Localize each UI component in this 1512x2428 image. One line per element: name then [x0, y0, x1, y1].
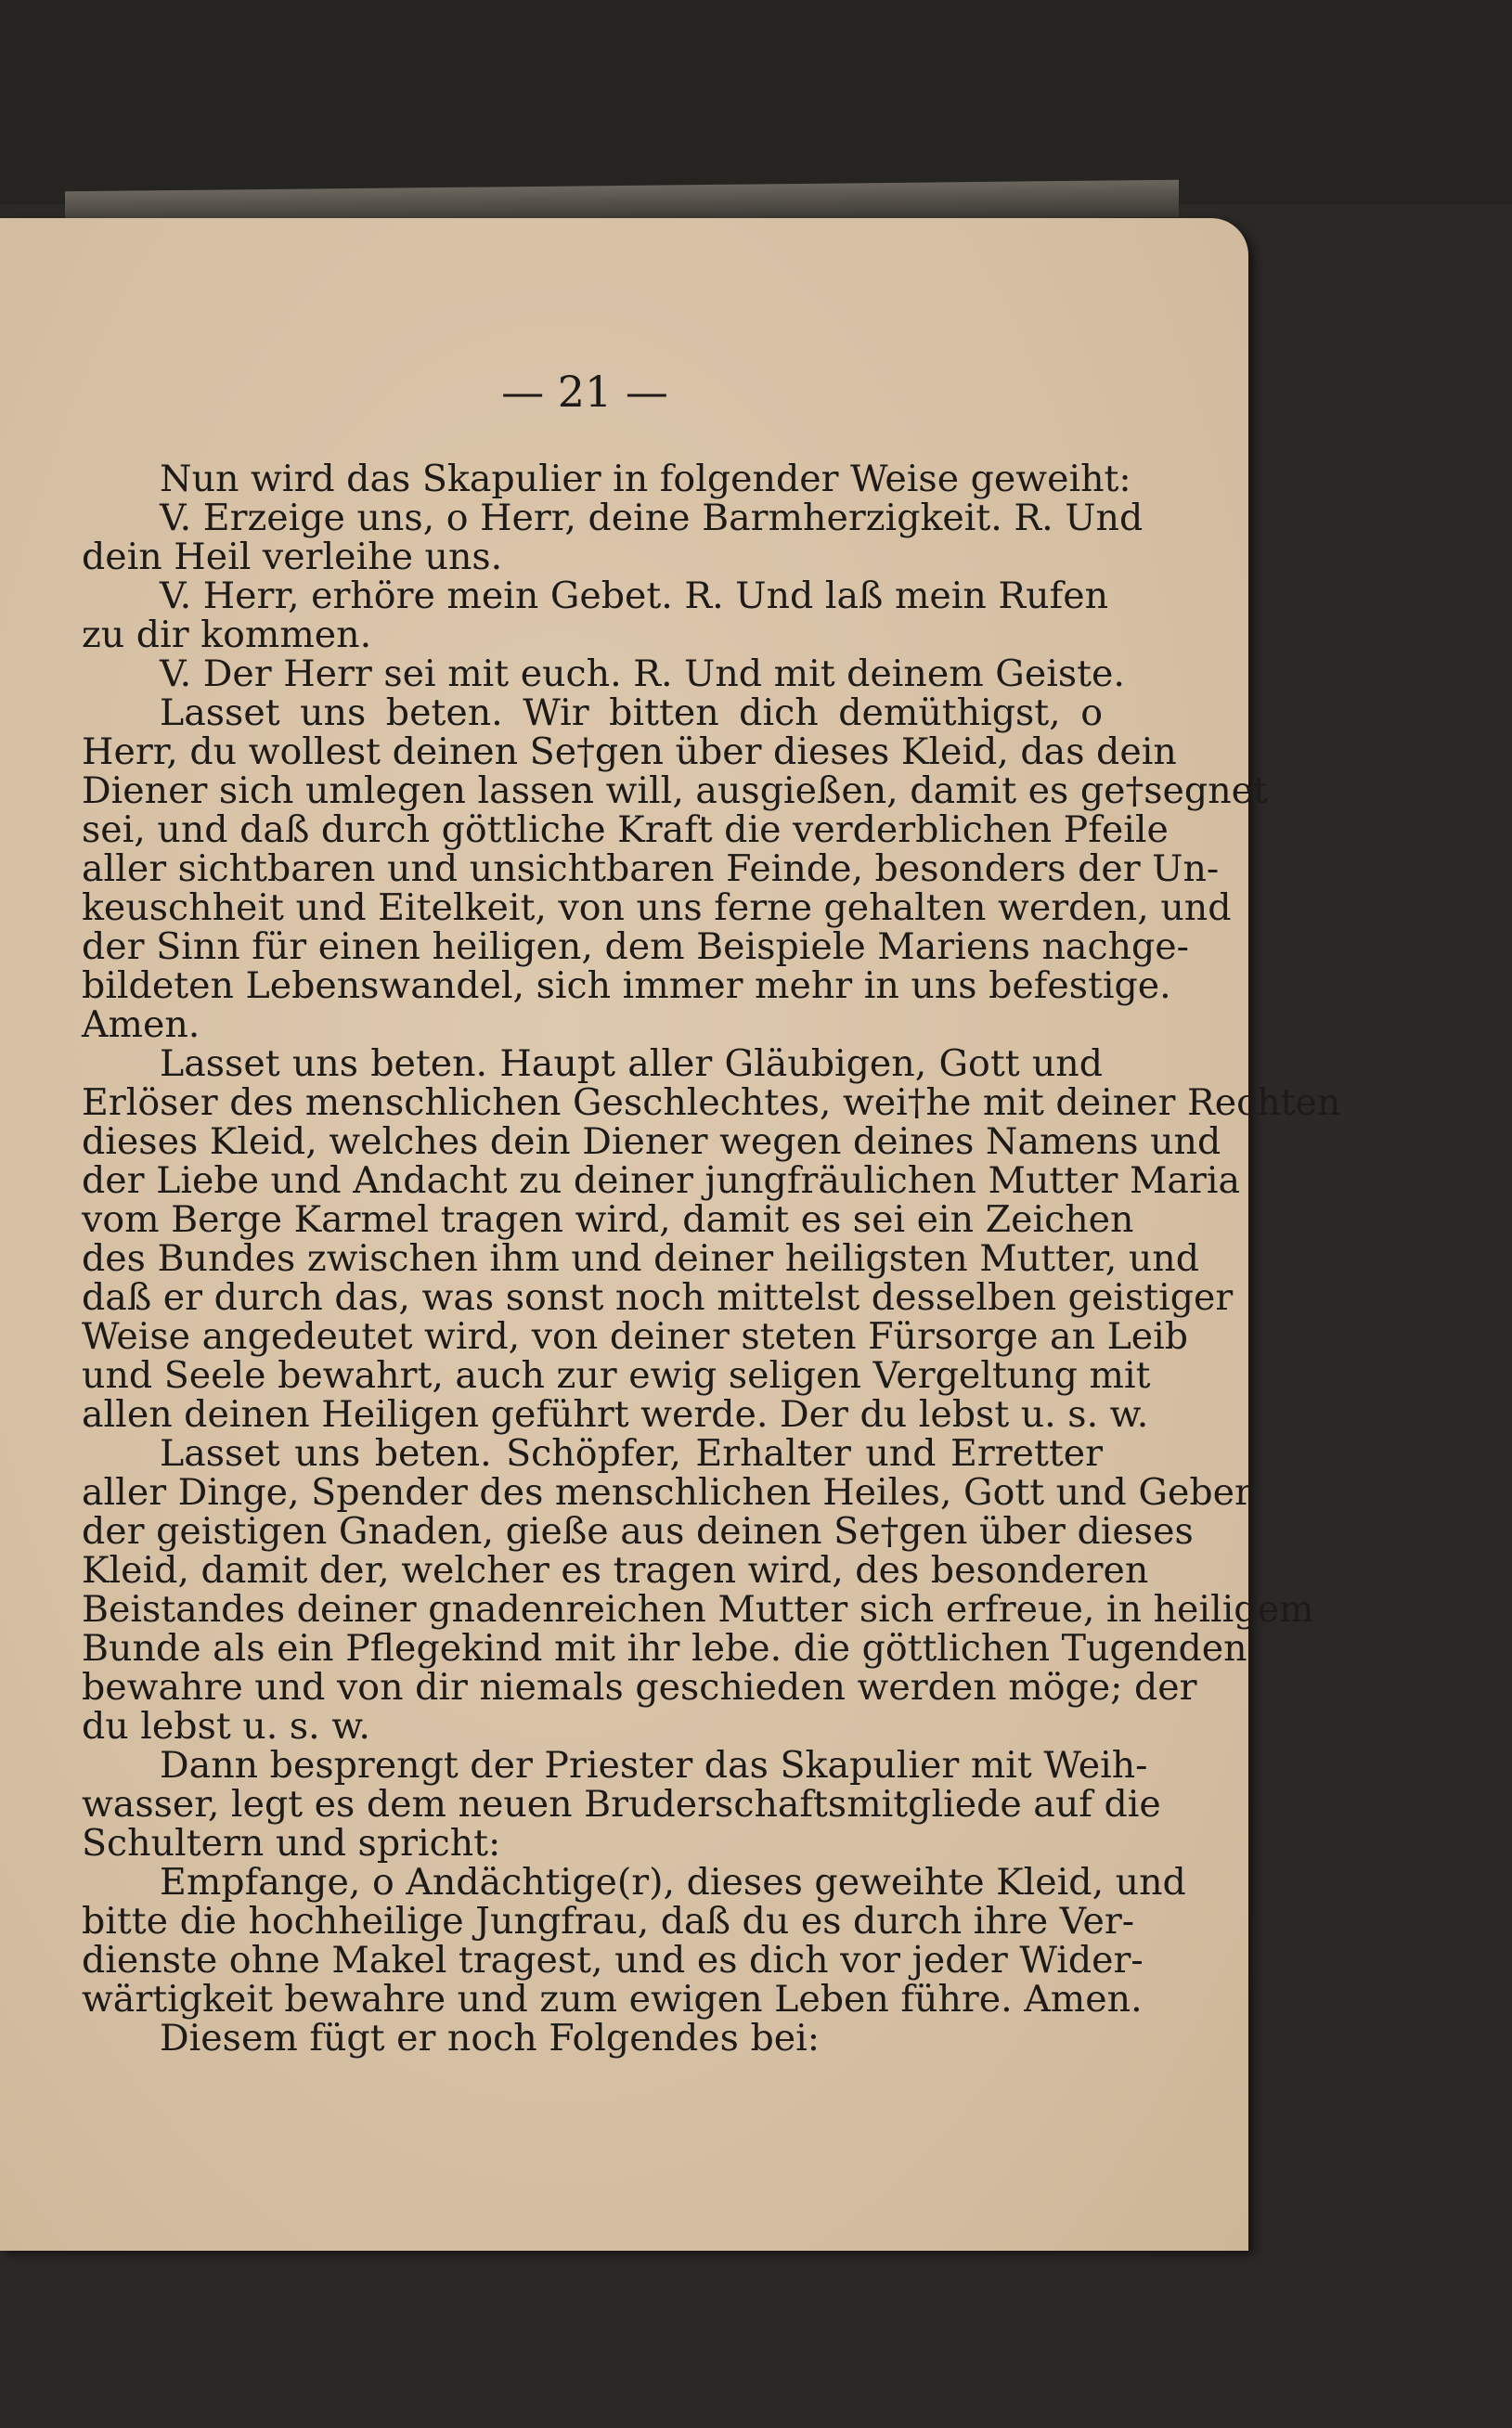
text-line: und Seele bewahrt, auch zur ewig seligen Vergeltung mit — [82, 1354, 1151, 1397]
text-line: aller sichtbaren und unsichtbaren Feinde, besonders der Un- — [82, 847, 1220, 890]
text-line: zu dir kommen. — [82, 613, 372, 656]
text-line: aller Dinge, Spender des menschlichen Heiles, Gott und Geber — [82, 1471, 1252, 1514]
text-line: V. Erzeige uns, o Herr, deine Barmherzigkeit. R. Und — [160, 497, 1144, 539]
text-line: Diesem fügt er noch Folgendes bei: — [160, 2017, 821, 2060]
text-line: V. Herr, erhöre mein Gebet. R. Und laß mein Rufen — [160, 575, 1109, 617]
text-line: Kleid, damit der, welcher es tragen wird, des besonderen — [82, 1549, 1149, 1592]
page-number: — 21 — — [501, 367, 668, 417]
text-line: Bunde als ein Pflegekind mit ihr lebe. die göttlichen Tugenden — [82, 1627, 1247, 1670]
text-line: Diener sich umlegen lassen will, ausgießen, damit es ge†segnet — [82, 769, 1268, 812]
text-line: der Liebe und Andacht zu deiner jungfräulichen Mutter Maria — [82, 1159, 1241, 1202]
text-line: sei, und daß durch göttliche Kraft die verderblichen Pfeile — [82, 808, 1169, 851]
text-line: Erlöser des menschlichen Geschlechtes, wei†he mit deiner Rechten — [82, 1081, 1341, 1124]
book-page — [0, 218, 1341, 2251]
text-line: Beistandes deiner gnadenreichen Mutter sich erfreue, in heiligem — [82, 1588, 1314, 1631]
text-line: der Sinn für einen heiligen, dem Beispiele Mariens nachge- — [82, 925, 1190, 968]
text-line: Weise angedeutet wird, von deiner steten Fürsorge an Leib — [82, 1315, 1189, 1358]
text-line: dienste ohne Makel tragest, und es dich vor jeder Wider- — [82, 1939, 1144, 1982]
text-line: dieses Kleid, welches dein Diener wegen deines Namens und — [82, 1120, 1221, 1163]
text-line: vom Berge Karmel tragen wird, damit es sei ein Zeichen — [82, 1198, 1134, 1241]
text-line: Lasset uns beten. Haupt aller Gläubigen, Gott und — [160, 1042, 1103, 1085]
page-text — [82, 458, 1341, 2060]
text-line: wasser, legt es dem neuen Bruderschaftsmitgliede auf die — [82, 1783, 1161, 1826]
text-line: daß er durch das, was sonst noch mittelst desselben geistiger — [82, 1276, 1234, 1319]
text-line: keuschheit und Eitelkeit, von uns ferne gehalten werden, und — [82, 886, 1232, 929]
text-line: allen deinen Heiligen geführt werde. Der du lebst u. s. w. — [82, 1393, 1149, 1436]
text-line: des Bundes zwischen ihm und deiner heiligsten Mutter, und — [82, 1237, 1200, 1280]
text-line: Amen. — [82, 1003, 200, 1046]
text-line: wärtigkeit bewahre und zum ewigen Leben führe. Amen. — [82, 1978, 1143, 2021]
text-line: bildeten Lebenswandel, sich immer mehr in uns befestige. — [82, 964, 1171, 1007]
text-line: Lasset uns beten. Schöpfer, Erhalter und Erretter — [160, 1432, 1103, 1475]
text-line: Dann besprengt der Priester das Skapulier mit Weih- — [160, 1744, 1148, 1787]
text-line: Schultern und spricht: — [82, 1822, 501, 1865]
text-line: bewahre und von dir niemals geschieden werden möge; der — [82, 1666, 1197, 1709]
text-line: der geistigen Gnaden, gieße aus deinen Se†gen über dieses — [82, 1510, 1194, 1553]
text-line: dein Heil verleihe uns. — [82, 536, 503, 578]
text-line: Nun wird das Skapulier in folgender Weise geweiht: — [160, 458, 1131, 500]
text-line: Lasset uns beten. Wir bitten dich demüthigst, o — [160, 691, 1103, 734]
text-line: Empfange, o Andächtige(r), dieses geweihte Kleid, und — [160, 1861, 1186, 1904]
text-line: Herr, du wollest deinen Se†gen über dieses Kleid, das dein — [82, 730, 1177, 773]
text-line: du lebst u. s. w. — [82, 1705, 370, 1748]
text-line: V. Der Herr sei mit euch. R. Und mit deinem Geiste. — [160, 652, 1125, 695]
backdrop — [0, 0, 1512, 204]
text-line: bitte die hochheilige Jungfrau, daß du es durch ihre Ver- — [82, 1900, 1135, 1943]
